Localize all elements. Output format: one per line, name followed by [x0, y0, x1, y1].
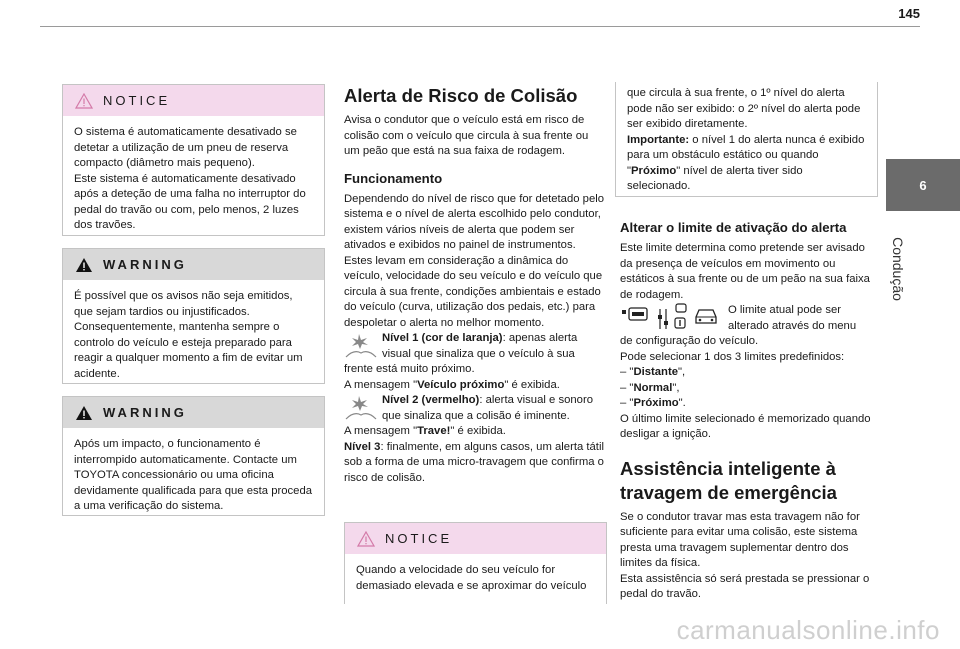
paragraph: Consequentemente, mantenha sempre o controlo do veículo e esteja preparado para reagir a qualquer momento a fim de evitar um acidente. — [74, 321, 303, 380]
notice-body: Quando a velocidade do seu veículo for demasiado elevada e se aproximar do veículo — [356, 564, 587, 592]
collision-alert-icon — [344, 395, 378, 421]
warning-header — [63, 397, 324, 428]
warning-title: WARNING — [103, 405, 187, 420]
watermark: carmanualsonline.info — [676, 615, 940, 645]
level-3-text: Nível 3: finalmente, em alguns casos, um alerta tátil sob a forma de uma micro-travagem que confirma o risco de colisão. — [344, 440, 604, 484]
paragraph: Avisa o condutor que o veículo está em risco de colisão com o veículo que circula à sua frente ou um peão que está na sua faixa de rodagem. — [344, 114, 589, 157]
notice-title: NOTICE — [103, 93, 171, 108]
column-4: Alterar o limite de ativação do alerta Este limite determina como pretende ser avisado da presença de veículos em movimento ou estáticos à sua frente ou de um peão na sua faixa de rodagem. O limite atual pode ser alterado através do menu de configuração do veículo. Pode selecionar 1 dos 3 limites predefinidos: – "Distante", – "Normal", – "Próximo". O último limite selecionado é memorizado quando desligar a ignição. Assistência inteligente à travagem de emergência Se o condutor travar mas esta travagem não for suficiente para evitar uma colisão, este sistema presta uma travagem suplementar dentro dos limites da física. Esta assistência só será prestada se pressionar o pedal do travão. — [620, 220, 878, 603]
notice-box-1 — [62, 84, 325, 236]
subheading: Alterar o limite de ativação do alerta — [620, 220, 847, 235]
notice-body — [63, 116, 324, 234]
notice-header — [345, 523, 606, 554]
paragraph: É possível que os avisos não seja emitidos, que sejam tardios ou injustificados. — [74, 290, 293, 318]
warning-box-2 — [62, 396, 325, 516]
notice-title: NOTICE — [385, 531, 453, 546]
notice-header — [63, 85, 324, 116]
section-heading: Assistência inteligente à — [620, 457, 836, 479]
page-number: 145 — [898, 6, 920, 21]
collision-alert-icon — [344, 333, 378, 359]
warning-header — [63, 249, 324, 280]
paragraph: O sistema é automaticamente desativado se detetar a utilização de um pneu de reserva compacto (diâmetro mais pequeno). — [74, 126, 297, 169]
paragraph: Este sistema é automaticamente desativado após a deteção de uma falha no interruptor do pedal do travão ou com, pelo menos, 2 luzes dos travões. — [74, 172, 306, 231]
dashboard-display-icon — [620, 306, 650, 326]
column-2 — [344, 85, 606, 486]
notice-box-2 — [344, 522, 607, 604]
message-line: A mensagem "Veículo próximo" é exibida. — [344, 378, 560, 391]
paragraph: Dependendo do nível de risco que for detetado pelo sistema e o nível de alerta escolhido pelo condutor, existem vários níveis de alerta que podem ser ativados e exibidos no painel de instrumentos. — [344, 192, 605, 251]
paragraph: Estes levam em consideração a dinâmica do veículo, velocidade do seu veículo e do veículo que circula à sua frente, condições ambientais e estado do veículo (curva, utilização dos pedais, etc.) para despoletar o alerta no melhor momento. — [344, 254, 603, 329]
warning-triangle-icon — [75, 405, 93, 421]
chapter-tab — [886, 159, 960, 211]
caution-triangle-icon — [357, 531, 375, 547]
option-item: – "Normal", — [620, 381, 680, 394]
warning-body — [63, 280, 324, 382]
warning-triangle-icon — [75, 257, 93, 273]
level-2-block: Nível 2 (vermelho): alerta visual e sonoro que sinaliza que a colisão é iminente. — [344, 393, 606, 424]
option-item: – "Distante", — [620, 366, 686, 378]
warning-title: WARNING — [103, 257, 187, 272]
chapter-title: Condução — [890, 237, 906, 301]
warning-box-1 — [62, 248, 325, 384]
header-rule — [40, 26, 920, 27]
level-1-block: Nível 1 (cor de laranja): apenas alerta visual que sinaliza que o veículo à sua frente está muito próximo. — [344, 332, 578, 375]
subheading: Funcionamento — [344, 170, 443, 186]
message-line: A mensagem "Trave!" é exibida. — [344, 425, 506, 437]
warning-body — [63, 428, 324, 515]
level-1-label: Nível 1 (cor de laranja) — [382, 332, 503, 344]
notice-continuation: que circula à sua frente, o 1º nível do alerta pode não ser exibido: o 2º nível do alerta pode ser exibido diretamente. Importante: o nível 1 do alerta nunca é exibido para um obstáculo estático ou quando "Próximo" nível de alerta tiver sido selecionado. — [615, 82, 878, 197]
car-front-icon — [692, 307, 720, 327]
chapter-number: 6 — [919, 177, 927, 193]
caution-triangle-icon — [75, 93, 93, 109]
level-2-label: Nível 2 (vermelho) — [382, 394, 480, 406]
vehicle-settings-icon — [656, 303, 688, 331]
option-item: – "Próximo". — [620, 397, 686, 409]
settings-icon-row: O limite atual pode ser alterado através do menu — [620, 303, 878, 334]
paragraph: Após um impacto, o funcionamento é interrompido automaticamente. Contacte um TOYOTA concessionário ou uma oficina devidamente qualificada para que esta proceda a uma verificação do sistema. — [74, 438, 313, 512]
section-heading: travagem de emergência — [620, 481, 837, 503]
section-heading: Alerta de Risco de Colisão — [344, 85, 578, 106]
paragraph: Este limite determina como pretende ser avisado da presença de veículos em movimento ou estáticos à sua frente ou de um peão na sua faixa de rodagem. — [620, 242, 870, 301]
